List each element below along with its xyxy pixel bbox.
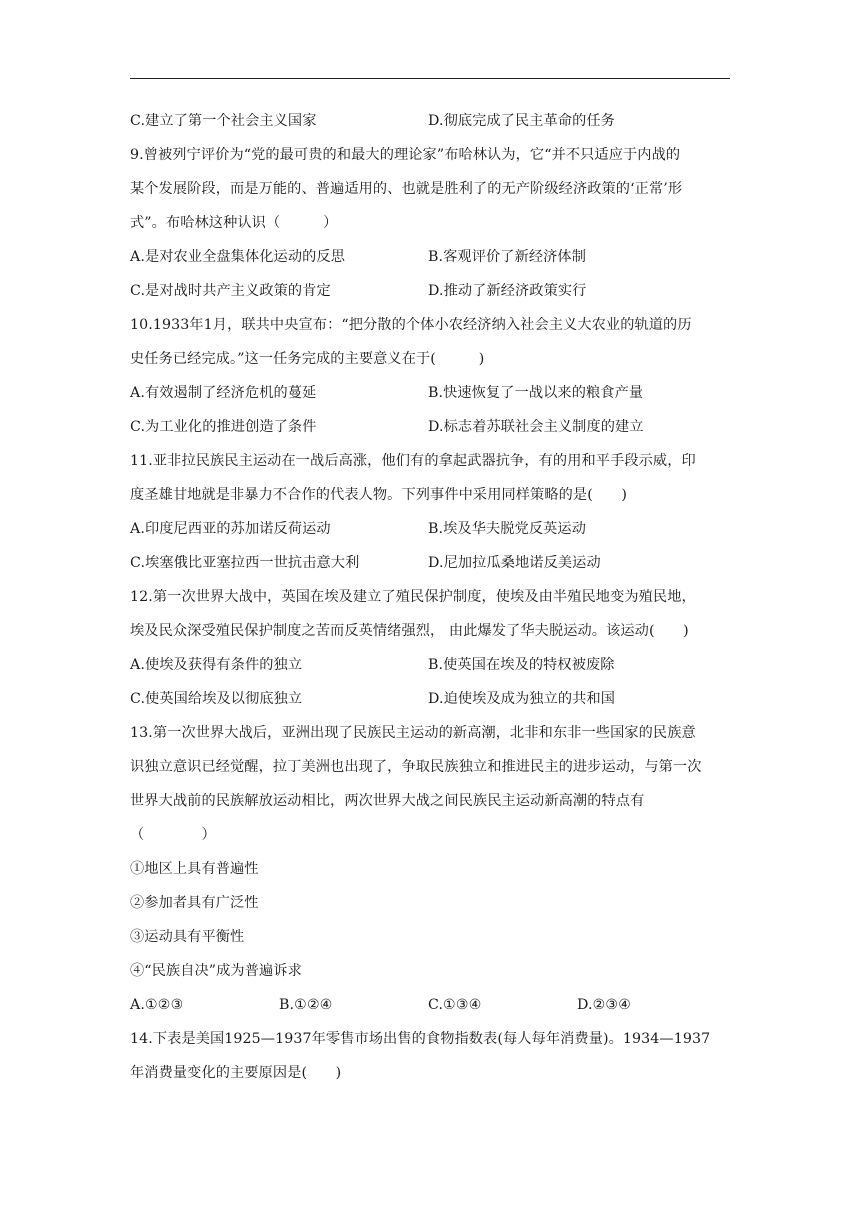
q14-stem-line-2: 年消费量变化的主要原因是( ): [130, 1065, 342, 1081]
q8-option-d[interactable]: D.彻底完成了民主革命的任务: [428, 113, 616, 129]
q13-option-b[interactable]: B.①②④: [279, 997, 333, 1013]
q10-stem-line-2: 史任务已经完成。”这一任务完成的主要意义在于( ): [130, 351, 485, 367]
q12-stem-line-1: 12.第一次世界大战中，英国在埃及建立了殖民保护制度，使埃及由半殖民地变为殖民地，: [130, 589, 696, 605]
question-13: [130, 716, 732, 1022]
exam-page: [130, 104, 732, 1090]
q12-option-a[interactable]: A.使埃及获得有条件的独立: [130, 657, 303, 673]
q13-statement-3: ③运动具有平衡性: [130, 929, 245, 945]
q10-stem-line-1: 10.1933年1月，联共中央宣布：“把分散的个体小农经济纳入社会主义大农业的轨道的历: [130, 317, 692, 333]
q9-option-b[interactable]: B.客观评价了新经济体制: [428, 249, 587, 265]
q12-stem-line-2: 埃及民众深受殖民保护制度之苦而反英情绪强烈， 由此爆发了华夫脱运动。该运动( ): [130, 623, 689, 639]
question-9: [130, 138, 732, 308]
q10-option-b[interactable]: B.快速恢复了一战以来的粮食产量: [428, 385, 644, 401]
q14-stem-line-1: 14.下表是美国1925—1937年零售市场出售的食物指数表(每人每年消费量)。1934—1937: [130, 1031, 711, 1047]
q12-options-row-ab: [130, 648, 732, 682]
question-11: [130, 444, 732, 580]
q11-option-c[interactable]: C.埃塞俄比亚塞拉西一世抗击意大利: [130, 555, 360, 571]
q13-option-d[interactable]: D.②③④: [577, 997, 632, 1013]
q9-option-c[interactable]: C.是对战时共产主义政策的肯定: [130, 283, 331, 299]
q9-stem-line-2: 某个发展阶段，而是万能的、普遍适用的、也就是胜利了的无产阶级经济政策的‘正常’形: [130, 181, 683, 197]
q9-stem-line-1: 9.曾被列宁评价为“党的最可贵的和最大的理论家”布哈林认为，它“并不只适应于内战的: [130, 147, 681, 163]
q11-option-a[interactable]: A.印度尼西亚的苏加诺反荷运动: [130, 521, 331, 537]
q11-options-row-ab: [130, 512, 732, 546]
q13-statement-1: ①地区上具有普遍性: [130, 861, 259, 877]
q13-statement-4: ④“民族自决”成为普遍诉求: [130, 963, 302, 979]
q9-options-row-cd: [130, 274, 732, 308]
q13-answer-blank: （ ）: [130, 827, 216, 843]
question-14: [130, 1022, 732, 1090]
q12-option-b[interactable]: B.使英国在埃及的特权被废除: [428, 657, 615, 673]
q13-option-c[interactable]: C.①③④: [428, 997, 482, 1013]
header-rule: [130, 78, 730, 79]
q9-options-row-ab: [130, 240, 732, 274]
q13-option-a[interactable]: A.①②③: [130, 997, 184, 1013]
q8-options-row-cd: [130, 104, 732, 138]
q8-option-c[interactable]: C.建立了第一个社会主义国家: [130, 113, 317, 129]
q10-option-c[interactable]: C.为工业化的推进创造了条件: [130, 419, 317, 435]
q11-option-d[interactable]: D.尼加拉瓜桑地诺反美运动: [428, 555, 601, 571]
q11-option-b[interactable]: B.埃及华夫脱党反英运动: [428, 521, 587, 537]
q13-stem-line-2: 识独立意识已经觉醒，拉丁美洲也出现了，争取民族独立和推进民主的进步运动，与第一次: [130, 759, 702, 775]
q11-stem-line-2: 度圣雄甘地就是非暴力不合作的代表人物。下列事件中采用同样策略的是( ): [130, 487, 628, 503]
q13-options-row: [130, 988, 732, 1022]
q12-option-d[interactable]: D.迫使埃及成为独立的共和国: [428, 691, 616, 707]
question-10: [130, 308, 732, 444]
q9-stem-line-3: 式”。布哈林这种认识（ ）: [130, 215, 338, 231]
q13-stem-line-3: 世界大战前的民族解放运动相比，两次世界大战之间民族民主运动新高潮的特点有: [130, 793, 645, 809]
q11-options-row-cd: [130, 546, 732, 580]
q10-option-d[interactable]: D.标志着苏联社会主义制度的建立: [428, 419, 644, 435]
q10-options-row-ab: [130, 376, 732, 410]
q12-option-c[interactable]: C.使英国给埃及以彻底独立: [130, 691, 303, 707]
question-12: [130, 580, 732, 716]
q12-options-row-cd: [130, 682, 732, 716]
q13-statement-2: ②参加者具有广泛性: [130, 895, 259, 911]
q10-options-row-cd: [130, 410, 732, 444]
q10-option-a[interactable]: A.有效遏制了经济危机的蔓延: [130, 385, 317, 401]
q9-option-a[interactable]: A.是对农业全盘集体化运动的反思: [130, 249, 345, 265]
q13-stem-line-1: 13.第一次世界大战后，亚洲出现了民族民主运动的新高潮，北非和东非一些国家的民族意: [130, 725, 696, 741]
q9-option-d[interactable]: D.推动了新经济政策实行: [428, 283, 587, 299]
q11-stem-line-1: 11.亚非拉民族民主运动在一战后高涨，他们有的拿起武器抗争，有的用和平手段示威，印: [130, 453, 696, 469]
